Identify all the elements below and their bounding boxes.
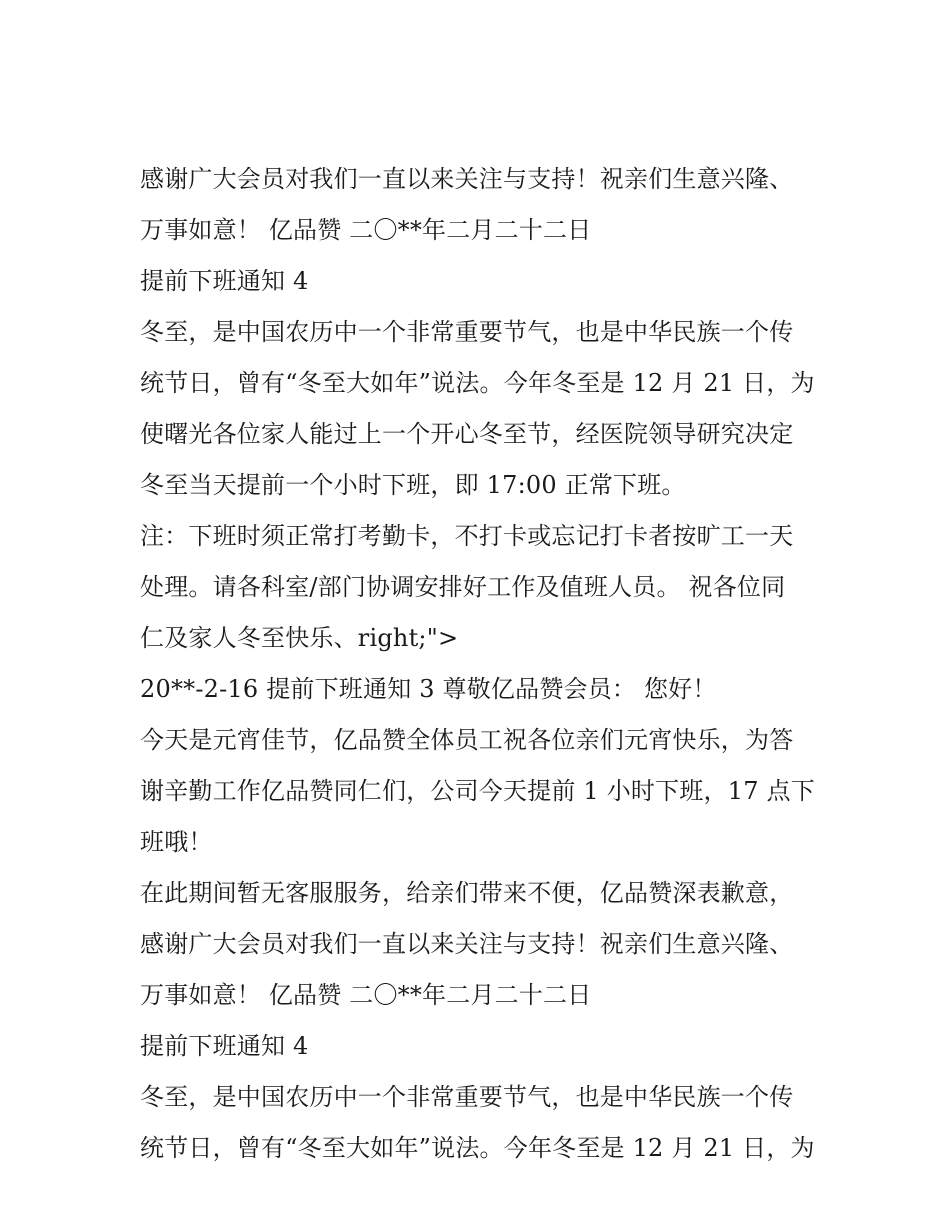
text-line: 冬至当天提前一个小时下班，即 17:00 正常下班。 [140, 471, 686, 499]
text-line: 在此期间暂无客服服务，给亲们带来不便，亿品赞深表歉意， [140, 879, 794, 907]
text-line: 万事如意！ 亿品赞 二〇**年二月二十二日 [140, 216, 592, 244]
text-line: 仁及家人冬至快乐、right;"> [140, 624, 459, 652]
text-line: 今天是元宵佳节，亿品赞全体员工祝各位亲们元宵快乐，为答 [140, 726, 794, 754]
heading-line: 提前下班通知 4 [140, 267, 309, 295]
heading-line: 提前下班通知 4 [140, 1032, 309, 1060]
text-line: 统节日，曾有“冬至大如年”说法。今年冬至是 12 月 21 日，为 [140, 369, 815, 397]
text-line: 处理。请各科室/部门协调安排好工作及值班人员。 祝各位同 [140, 573, 786, 601]
text-line: 万事如意！ 亿品赞 二〇**年二月二十二日 [140, 981, 592, 1009]
text-line: 20**-2-16 提前下班通知 3 尊敬亿品赞会员： 您好！ [140, 675, 717, 703]
text-line: 谢辛勤工作亿品赞同仁们，公司今天提前 1 小时下班，17 点下 [140, 777, 815, 805]
text-line: 注：下班时须正常打考勤卡，不打卡或忘记打卡者按旷工一天 [140, 522, 794, 550]
text-line: 冬至，是中国农历中一个非常重要节气，也是中华民族一个传 [140, 318, 794, 346]
text-line: 统节日，曾有“冬至大如年”说法。今年冬至是 12 月 21 日，为 [140, 1134, 815, 1162]
text-line: 使曙光各位家人能过上一个开心冬至节，经医院领导研究决定 [140, 420, 794, 448]
text-line: 冬至，是中国农历中一个非常重要节气，也是中华民族一个传 [140, 1083, 794, 1111]
text-line: 感谢广大会员对我们一直以来关注与支持！祝亲们生意兴隆、 [140, 165, 794, 193]
text-line: 感谢广大会员对我们一直以来关注与支持！祝亲们生意兴隆、 [140, 930, 794, 958]
document-body [140, 154, 830, 1174]
text-line: 班哦！ [140, 828, 213, 856]
